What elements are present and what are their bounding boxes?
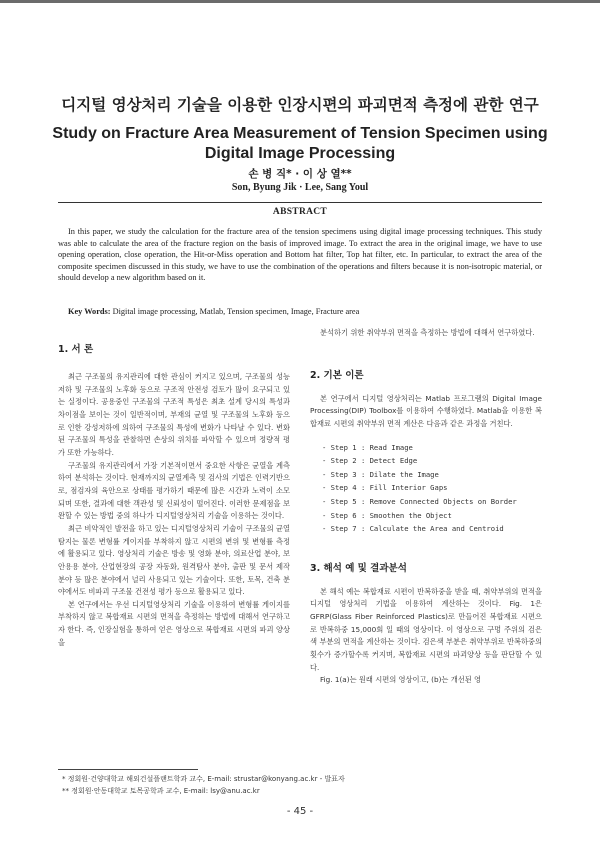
list-item: - Step 2 : Detect Edge: [322, 456, 418, 466]
left-column: [58, 327, 290, 649]
list-item: - Step 1 : Read Image: [322, 442, 413, 452]
abstract-text: In this paper, we study the calculation for the fracture area of the tension specimens using digital image processing techniques. This study was able to calculate the area of the fracture region on the basis of improved image. To extract the area in the original image, we have to use opening operation, close operation, the Hit-or-Miss operation and Bottom hat filter, Top hat filter, etc. In particular, to extract the area of the composite specimen discussed in this study, we have to use the combination of the operations and filters because it is non-isotropic material, or should develop a new algorithm based on it.: [58, 227, 542, 283]
section-heading-basic-theory: 2. 기본 이론: [310, 369, 364, 381]
theory-paragraph: 본 연구에서 디지털 영상처리는 Matlab 프로그램의 Digital Image Processing(DIP) Toolbox를 이용하여 수행하였다. Matlab을 이용한 복합재료 시편의 취약부위 면적 계산은 다음과 같은 과정을 거친다.: [310, 393, 542, 428]
processing-steps-list: [310, 441, 542, 536]
list-item: - Step 3 : Dilate the Image: [322, 469, 439, 479]
section-heading-results: 3. 해석 예 및 결과분석: [310, 562, 407, 574]
results-paragraph-2: Fig. 1(a)는 원래 시편의 영상이고, (b)는 개선된 영: [320, 675, 482, 685]
footnote-rule: [58, 769, 198, 770]
right-column: [310, 327, 542, 687]
section-heading-introduction: 1. 서 론: [58, 344, 94, 355]
page-top-border: [0, 0, 600, 3]
footnote-author-1: * 정회원·건양대학교 해외건설플랜트학과 교수, E-mail: strustar@konyang.ac.kr - 발표자: [62, 775, 345, 783]
intro-paragraph-1: 최근 구조물의 유지관리에 대한 관심이 커지고 있으며, 구조물의 성능저하 및 구조물의 노후화 등으로 구조적 안전성 검토가 많이 요구되고 있는 실정이다. 공용중인 구조물의 구조적 특성은 최초 설계 당시의 특성과 차이점을 보이는 것이 일반적이며, 부재의 균열 및 구조물의 노후화 등으로 인한 강성저하에 의하여 구조물의 특성에 변화가 나타날 수 있다. 변화된 구조물의 특성을 관찰하면 손상의 위치를 파악할 수 있으며 정량적 평가 또한 가능하다.: [58, 372, 290, 457]
intro-paragraph-4: 본 연구에서는 우선 디지털영상처리 기술을 이용하여 변형률 게이지를 부착하지 않고 복합재료 시편의 면적을 측정하는 방법에 대해서 연구하고자 한다. 즉, 인장실험을 통하여 얻은 영상으로 복합재료 시편의 파괴 양상을: [58, 599, 290, 647]
authors-korean: 손 병 직* · 이 상 열**: [248, 168, 352, 180]
abstract-heading: ABSTRACT: [272, 207, 328, 217]
intro-paragraph-2: 구조물의 유지관리에서 가장 기본적이면서 중요한 사항은 균열을 계측하여 분석하는 것이다. 현재까지의 균열계측 및 검사의 기법은 인력기반으로, 점검자의 육안으로 상태를 평가하기 때문에 많은 시간과 노력이 소모되며 또한, 결과에 대한 객관성 및 신뢰성이 떨어진다. 이러한 문제점을 보완할 수 있는 방법 중의 하나가 디지털영상처리 기술을 이용하는 것이다.: [58, 460, 290, 521]
intro-paragraph-3: 최근 비약적인 발전을 하고 있는 디지털영상처리 기술이 구조물의 균열탐지는 물론 변형률 게이지를 부착하지 않고 시편의 변위 및 변형률 측정에 활용되고 있다. 영상처리 기술은 방송 및 영화 분야, 의료산업 분야, 보안용용 분야, 산업현장의 공장 자동화, 원격탐사 분야, 출판 및 문서 제작 분야 등 많은 분야에서 널리 사용되고 있는 기술이다. 또한, 토목, 건축 분야에서도 비파괴 구조물 건전성 평가 등으로 활용되고 있다.: [58, 523, 290, 597]
keywords-list: Digital image processing, Matlab, Tension specimen, Image, Fracture area: [112, 307, 360, 316]
intro-paragraph-continued: 분석하기 위한 취약부위 면적을 측정하는 방법에 대해서 연구하였다.: [320, 328, 535, 337]
list-item: - Step 4 : Fill Interior Gaps: [322, 483, 448, 493]
keywords-label: Key Words:: [68, 307, 111, 316]
footnotes: [62, 773, 542, 797]
list-item: - Step 6 : Smoothen the Object: [322, 510, 452, 520]
results-paragraph-1: 본 해석 예는 복합재료 시편이 반복하중을 받을 때, 취약부위의 면적을 디지털 영상처리 기법을 이용하여 계산하는 것이다. Fig. 1은 GFRP(Glass Fiber Reinforced Plastics)로 만들어진 복합재료 시편으로 반복하중 15,000회 일 때의 영상이다. 이 영상으로 구멍 주위의 검은색 부분의 면적을 계산하는 것이다. 검은색 부분은 취약부위로 반복하중의 횟수가 증가할수록 커지며, 복합재료 시편의 파괴양상 등을 판단할 수 있다.: [310, 586, 542, 672]
footnote-author-2: ** 정회원·안동대학교 토목공학과 교수, E-mail: lsy@anu.ac.kr: [62, 787, 260, 795]
paper-title-english: Study on Fracture Area Measurement of Tension Specimen using Digital Image Processing: [52, 125, 548, 162]
authors-english: Son, Byung Jik · Lee, Sang Youl: [231, 182, 369, 193]
list-item: - Step 5 : Remove Connected Objects on Border: [322, 497, 517, 506]
abstract-top-rule: [58, 202, 542, 203]
paper-title-korean: 디지털 영상처리 기술을 이용한 인장시편의 파괴면적 측정에 관한 연구: [61, 96, 539, 114]
list-item: - Step 7 : Calculate the Area and Centroid: [322, 524, 504, 534]
page-number: - 45 -: [286, 806, 314, 817]
keywords: [68, 307, 542, 316]
